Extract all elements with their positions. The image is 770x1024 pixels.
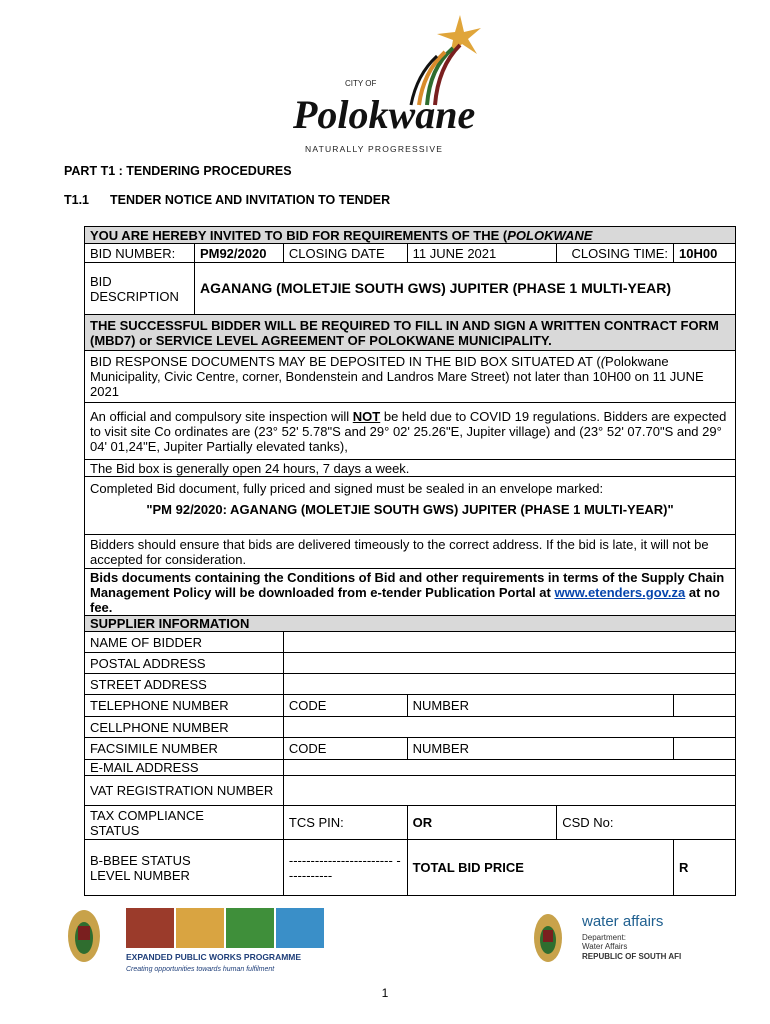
postal-address-label: POSTAL ADDRESS: [85, 653, 284, 674]
site-inspection-notice: An official and compulsory site inspection will NOT be held due to COVID 19 regulations. Bidders are expected to visit site Co ordinates are (23° 52' 5.78"S and 29° 02' 25.26"E, Jupiter village) and (23° 52' 07.70"S and 29° 04' 01,24"E, Jupiter Partially elevated tanks),: [85, 403, 736, 460]
polokwane-logo: [285, 10, 500, 160]
email-label: E-MAIL ADDRESS: [85, 760, 284, 776]
cellphone-field[interactable]: [283, 717, 735, 738]
postal-address-field[interactable]: [283, 653, 735, 674]
total-bid-price-field[interactable]: R: [674, 840, 736, 896]
invitation-banner: YOU ARE HEREBY INVITED TO BID FOR REQUIREMENTS OF THE (POLOKWANE: [85, 227, 736, 244]
bid-description-label: BID DESCRIPTION: [85, 263, 195, 315]
bbbee-label: B-BBEE STATUS LEVEL NUMBER: [85, 840, 284, 896]
part-heading: PART T1 : TENDERING PROCEDURES: [64, 164, 292, 178]
name-of-bidder-label: NAME OF BIDDER: [85, 632, 284, 653]
etenders-link[interactable]: www.etenders.gov.za: [554, 584, 686, 600]
tcs-pin-field[interactable]: TCS PIN:: [283, 806, 407, 840]
epwp-title: EXPANDED PUBLIC WORKS PROGRAMME: [126, 952, 302, 962]
street-address-field[interactable]: [283, 674, 735, 695]
coat-of-arms-icon: [534, 914, 562, 962]
facsimile-label: FACSIMILE NUMBER: [85, 738, 284, 760]
closing-time-label: CLOSING TIME:: [557, 244, 674, 263]
cellphone-label: CELLPHONE NUMBER: [85, 717, 284, 738]
total-bid-price-label: TOTAL BID PRICE: [407, 840, 673, 896]
water-affairs-logo: [530, 906, 704, 976]
epwp-logo: [64, 906, 324, 976]
epwp-subtitle: Creating opportunities towards human fulfilment: [126, 966, 275, 973]
logo-city-of: CITY OF: [345, 79, 377, 88]
late-bid-notice: Bidders should ensure that bids are delivered timeously to the correct address. If the bid is late, it will not be accepted for consideration.: [85, 535, 736, 569]
closing-date-label: CLOSING DATE: [283, 244, 407, 263]
closing-time-value: 10H00: [674, 244, 736, 263]
coat-of-arms-icon: [68, 910, 100, 962]
closing-date-value: 11 JUNE 2021: [407, 244, 557, 263]
bid-number-label: BID NUMBER:: [85, 244, 195, 263]
bbbee-field[interactable]: ------------------------ -----------: [283, 840, 407, 896]
bid-description-value: AGANANG (MOLETJIE SOUTH GWS) JUPITER (PHASE 1 MULTI-YEAR): [194, 263, 735, 315]
page-number: 1: [381, 986, 389, 1000]
bid-number-value: PM92/2020: [194, 244, 283, 263]
footer-logos: [64, 906, 704, 976]
facsimile-extra-field[interactable]: [674, 738, 736, 760]
vat-label: VAT REGISTRATION NUMBER: [85, 776, 284, 806]
supplier-info-header: SUPPLIER INFORMATION: [85, 616, 736, 632]
tender-notice-table: [84, 226, 736, 896]
envelope-notice: Completed Bid document, fully priced and signed must be sealed in an envelope marked: "PM 92/2020: AGANANG (MOLETJIE SOUTH GWS) JUPITER (PHASE 1 MULTI-YEAR)": [85, 477, 736, 535]
tax-compliance-label: TAX COMPLIANCE STATUS: [85, 806, 284, 840]
section-heading: [64, 193, 390, 207]
facsimile-code-field[interactable]: CODE: [283, 738, 407, 760]
water-affairs-dept: Department:: [582, 933, 627, 942]
telephone-extra-field[interactable]: [674, 695, 736, 717]
download-notice: Bids documents containing the Conditions of Bid and other requirements in terms of the Supply Chain Management Policy will be downloaded from e-tender Publication Portal at www.etenders.gov.za at no fee.: [85, 569, 736, 616]
logo-tagline: NATURALLY PROGRESSIVE: [305, 144, 444, 154]
logo-name: Polokwane: [293, 92, 476, 137]
section-number: T1.1: [64, 193, 90, 207]
water-affairs-rsa: REPUBLIC OF SOUTH AFI: [582, 952, 682, 961]
telephone-number-field[interactable]: NUMBER: [407, 695, 673, 717]
street-address-label: STREET ADDRESS: [85, 674, 284, 695]
csd-field[interactable]: CSD No:: [557, 806, 736, 840]
or-label: OR: [407, 806, 557, 840]
water-affairs-title: water affairs: [582, 913, 664, 930]
bid-box-notice: The Bid box is generally open 24 hours, 7 days a week.: [85, 460, 736, 477]
water-affairs-dept2: Water Affairs: [582, 942, 628, 951]
telephone-label: TELEPHONE NUMBER: [85, 695, 284, 717]
vat-field[interactable]: [283, 776, 735, 806]
facsimile-number-field[interactable]: NUMBER: [407, 738, 673, 760]
section-title: TENDER NOTICE AND INVITATION TO TENDER: [110, 193, 391, 207]
telephone-code-field[interactable]: CODE: [283, 695, 407, 717]
name-of-bidder-field[interactable]: [283, 632, 735, 653]
successful-bidder-notice: THE SUCCESSFUL BIDDER WILL BE REQUIRED TO FILL IN AND SIGN A WRITTEN CONTRACT FORM (MBD7) or SERVICE LEVEL AGREEMENT OF POLOKWANE MUNICIPALITY.: [85, 315, 736, 351]
envelope-marking: "PM 92/2020: AGANANG (MOLETJIE SOUTH GWS) JUPITER (PHASE 1 MULTI-YEAR)": [146, 501, 674, 517]
deposit-notice: BID RESPONSE DOCUMENTS MAY BE DEPOSITED IN THE BID BOX SITUATED AT ((Polokwane Municipality, Civic Centre, corner, Bondenstein and Landros Mare Street) not later than 10H00 on 11 JUNE 2021: [85, 351, 736, 403]
email-field[interactable]: [283, 760, 735, 776]
